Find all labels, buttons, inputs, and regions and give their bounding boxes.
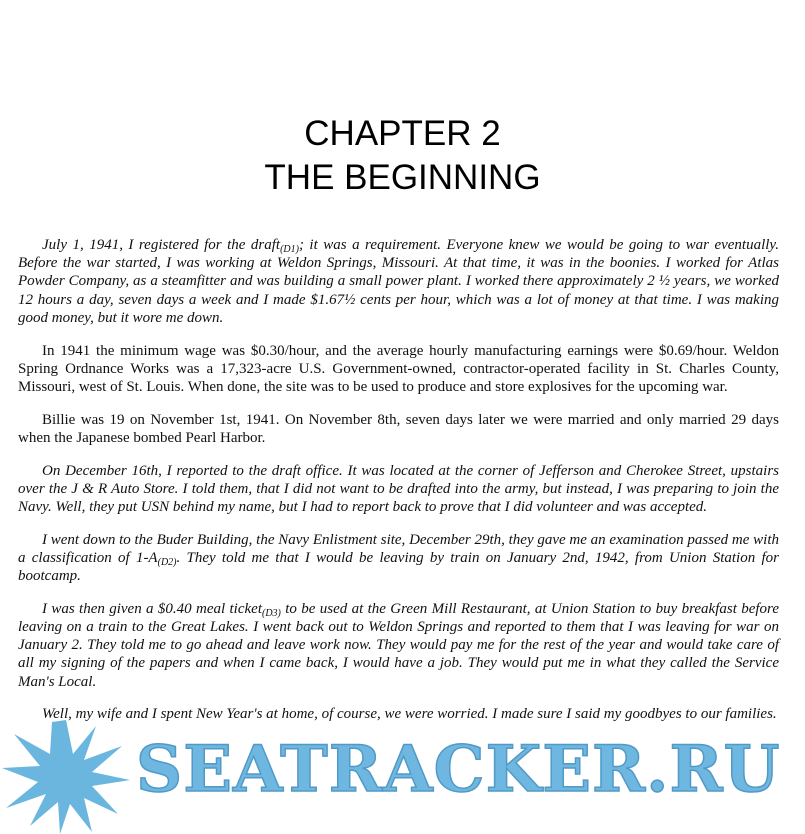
paragraph-6-text-b: to be used at the Green Mill Restaurant, at Union Station to buy breakfast before leaving on a train to the Great Lakes. I went back out to Weldon Springs and reported to them that I was leaving for war on January 2. They told me to go ahead and leave work now. They would pay me for the rest of the year and would take care of all my signing of the papers and when I came back, I would have a job. They would put me in what they called the Service Man's Local. <box>18 600 780 690</box>
chapter-body <box>18 236 779 738</box>
watermark-text: SEATRACKER.RU <box>136 732 781 807</box>
paragraph-5-text-a: I went down to the Buder Building, the Navy Enlistment site, December 29th, they gave me an examination passed me with a classification of 1-A <box>18 531 779 566</box>
paragraph-6-text-a: I was then given a $0.40 meal ticket <box>42 600 262 617</box>
paragraph-1-text-b: ; it was a requirement. Everyone knew we would be going to war eventually. Before the war started, I was working at Weldon Springs, Missouri. At that time, it was in the boonies. I worked for Atlas Powder Company, as a steamfitter and was building a small power plant. I worked there approximately 2 ½ years, we worked 12 hours a day, seven days a week and I made $1.67½ cents per hour, which was a lot of money at that time. I was making good money, but it wore me down. <box>18 237 780 326</box>
footnote-ref-d2: (D2) <box>157 556 177 568</box>
paragraph-4: On December 16th, I reported to the draft office. It was located at the corner of Jefferson and Cherokee Street, upstairs over the J & R Auto Store. I told them, that I did not want to be drafted into the army, but instead, I was preparing to join the Navy. Well, they put USN behind my name, but I had to report back to prove that I did volunteer and was accepted. <box>18 462 779 515</box>
footnote-ref-d3: (D3) <box>262 607 281 619</box>
paragraph-3: Billie was 19 on November 1st, 1941. On November 8th, seven days later we were married and only married 29 days when the Japanese bombed Pearl Harbor. <box>18 411 779 446</box>
footnote-ref-d1: (D1) <box>280 244 299 255</box>
paragraph-1 <box>18 236 779 327</box>
paragraph-7: Well, my wife and I spent New Year's at home, of course, we were worried. I made sure I said my goodbyes to our families. <box>42 706 777 723</box>
paragraph-1-text-a: July 1, 1941, I registered for the draft <box>42 237 281 253</box>
chapter-heading <box>0 112 805 200</box>
watermark-starburst-icon <box>0 716 132 834</box>
paragraph-5-text-b: . They told me that I would be leaving by train on January 2nd, 1942, from Union Station for bootcamp. <box>18 549 779 585</box>
chapter-title: THE BEGINNING <box>264 158 541 197</box>
paragraph-5 <box>18 531 779 586</box>
chapter-number: CHAPTER 2 <box>304 114 501 153</box>
paragraph-6 <box>18 600 779 691</box>
paragraph-2: In 1941 the minimum wage was $0.30/hour, and the average hourly manufacturing earnings were $0.69/hour. Weldon Spring Ordnance Works was a 17,323-acre U.S. Government-owned, contractor-operated facility in St. Charles County, Missouri, west of St. Louis. When done, the site was to be used to produce and store explosives for the upcoming war. <box>18 342 779 395</box>
